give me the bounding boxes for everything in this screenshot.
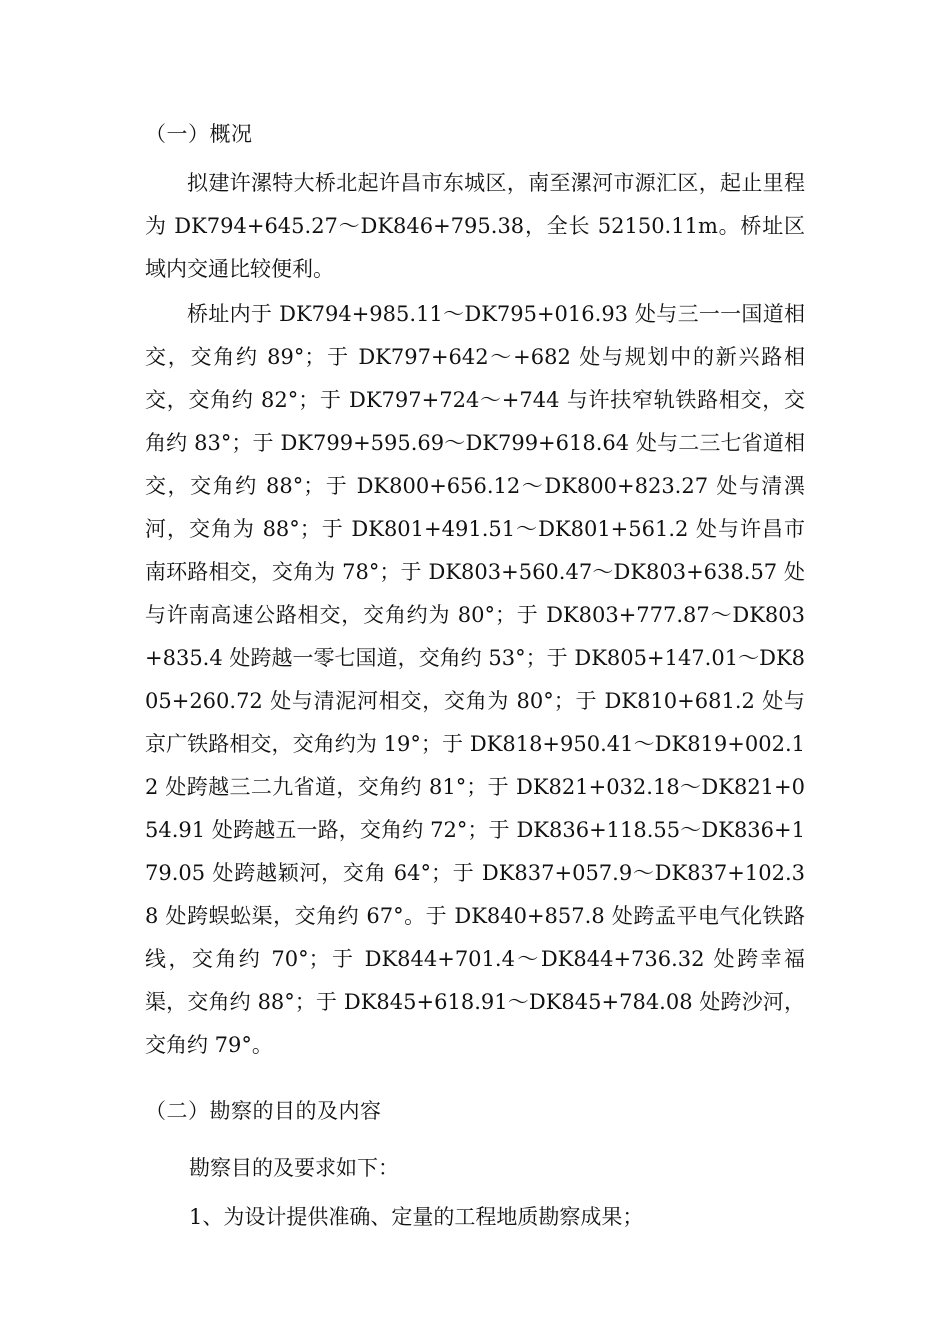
document-page (145, 118, 805, 1239)
survey-intro-text: 勘察目的及要求如下： (189, 1156, 399, 1180)
survey-list-item: 1、为设计提供准确、定量的工程地质勘察成果； (189, 1205, 644, 1229)
section-heading-overview: （一）概况 (145, 122, 253, 146)
section-heading-survey-purpose: （二）勘察的目的及内容 (145, 1099, 382, 1123)
overview-paragraph-1: 拟建许漯特大桥北起许昌市东城区，南至漯河市源汇区，起止里程为 DK794+645.27～DK846+795.38，全长 52150.11m。桥址区域内交通比较便利。 (145, 171, 805, 281)
overview-paragraph-2: 桥址内于 DK794+985.11～DK795+016.93 处与三一一国道相交，交角约 89°；于 DK797+642～+682 处与规划中的新兴路相交，交角约 82°；于 DK797+724～+744 与许扶窄轨铁路相交，交角约 83°；于 DK799+595.69～DK799+618.64 处与二三七省道相交，交角约 88°；于 DK800+656.12～DK800+823.27 处与清潩河，交角为 88°；于 DK801+491.51～DK801+561.2 处与许昌市南环路相交，交角为 78°；于 DK803+560.47～DK803+638.57 处与许南高速公路相交，交角约为 80°；于 DK803+777.87～DK803+835.4 处跨越一零七国道，交角约 53°；于 DK805+147.01～DK805+260.72 处与清泥河相交，交角为 80°；于 DK810+681.2 处与京广铁路相交，交角约为 19°；于 DK818+950.41～DK819+002.12 处跨越三二九省道，交角约 81°；于 DK821+032.18～DK821+054.91 处跨越五一路，交角约 72°；于 DK836+118.55～DK836+179.05 处跨越颖河，交角 64°；于 DK837+057.9～DK837+102.38 处跨蜈蚣渠，交角约 67°。于 DK840+857.8 处跨孟平电气化铁路线，交角约 70°；于 DK844+701.4～DK844+736.32 处跨幸福渠，交角约 88°；于 DK845+618.91～DK845+784.08 处跨沙河，交角约 79°。 (145, 302, 805, 1057)
